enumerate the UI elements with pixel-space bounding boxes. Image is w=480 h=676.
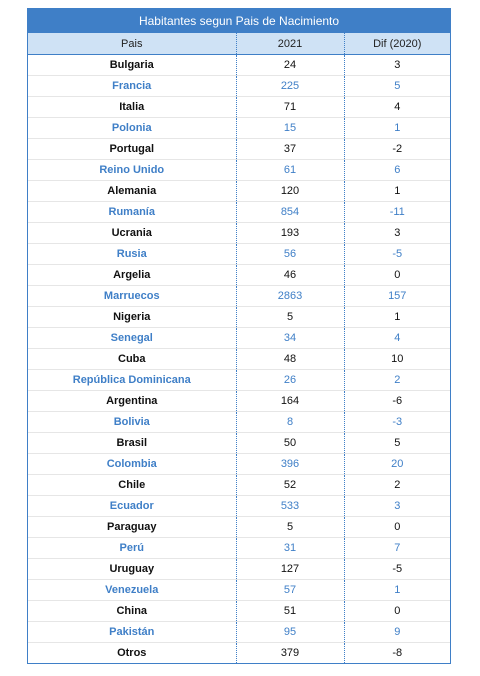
cell-country: Colombia [28,454,236,475]
cell-2021: 127 [236,559,344,580]
table-row [28,307,450,328]
cell-diff: -6 [344,391,450,412]
cell-2021: 379 [236,643,344,664]
cell-2021: 164 [236,391,344,412]
cell-diff: 3 [344,55,450,76]
table-row [28,223,450,244]
table-row [28,517,450,538]
cell-country: Italia [28,97,236,118]
cell-diff: 6 [344,160,450,181]
cell-country: Paraguay [28,517,236,538]
cell-diff: 5 [344,433,450,454]
table-row [28,496,450,517]
cell-diff: 2 [344,475,450,496]
cell-country: Pakistán [28,622,236,643]
cell-diff: 7 [344,538,450,559]
cell-diff: 157 [344,286,450,307]
cell-country: China [28,601,236,622]
cell-diff: -2 [344,139,450,160]
cell-country: Rumanía [28,202,236,223]
cell-country: Francia [28,76,236,97]
cell-diff: 3 [344,496,450,517]
cell-country: Cuba [28,349,236,370]
cell-country: Argelia [28,265,236,286]
table-row [28,349,450,370]
cell-2021: 24 [236,55,344,76]
cell-diff: 1 [344,181,450,202]
population-table [27,8,451,664]
cell-diff: 5 [344,76,450,97]
table-row [28,559,450,580]
cell-diff: 10 [344,349,450,370]
cell-country: Perú [28,538,236,559]
cell-diff: 1 [344,118,450,139]
table-row [28,412,450,433]
cell-country: Alemania [28,181,236,202]
table-row [28,181,450,202]
cell-country: Argentina [28,391,236,412]
cell-diff: 9 [344,622,450,643]
cell-country: Rusia [28,244,236,265]
table-row [28,76,450,97]
cell-country: Venezuela [28,580,236,601]
cell-2021: 533 [236,496,344,517]
header-row [28,33,450,55]
cell-2021: 396 [236,454,344,475]
cell-2021: 15 [236,118,344,139]
table-row [28,643,450,664]
cell-diff: 2 [344,370,450,391]
cell-2021: 37 [236,139,344,160]
cell-2021: 26 [236,370,344,391]
cell-2021: 225 [236,76,344,97]
cell-diff: 20 [344,454,450,475]
cell-2021: 46 [236,265,344,286]
cell-country: Chile [28,475,236,496]
cell-2021: 8 [236,412,344,433]
cell-diff: 4 [344,328,450,349]
table-row [28,55,450,76]
cell-2021: 34 [236,328,344,349]
column-header-country: Pais [28,33,236,55]
table-row [28,580,450,601]
table-body [28,55,450,664]
cell-country: Reino Unido [28,160,236,181]
table-row [28,118,450,139]
cell-diff: -3 [344,412,450,433]
cell-diff: 1 [344,580,450,601]
table-row [28,454,450,475]
cell-2021: 50 [236,433,344,454]
cell-2021: 31 [236,538,344,559]
cell-country: Bulgaria [28,55,236,76]
cell-country: Otros [117,647,147,659]
cell-country: Ucrania [28,223,236,244]
cell-diff: -11 [344,202,450,223]
cell-2021: 51 [236,601,344,622]
cell-country: Portugal [28,139,236,160]
table-row [28,160,450,181]
cell-2021: 61 [236,160,344,181]
cell-2021: 95 [236,622,344,643]
cell-diff: 1 [344,307,450,328]
table-row [28,601,450,622]
cell-country: Ecuador [28,496,236,517]
table-row [28,139,450,160]
cell-2021: 5 [236,307,344,328]
cell-diff: 0 [344,517,450,538]
cell-2021: 2863 [236,286,344,307]
cell-diff: -5 [344,559,450,580]
table-row [28,244,450,265]
table-row [28,475,450,496]
table-row [28,538,450,559]
column-header-diff: Dif (2020) [344,33,450,55]
cell-country: Nigeria [28,307,236,328]
cell-2021: 52 [236,475,344,496]
cell-country: Marruecos [28,286,236,307]
cell-2021: 5 [236,517,344,538]
cell-2021: 120 [236,181,344,202]
cell-diff: 4 [344,97,450,118]
cell-country: Bolivia [28,412,236,433]
cell-2021: 854 [236,202,344,223]
column-header-2021: 2021 [236,33,344,55]
cell-2021: 57 [236,580,344,601]
cell-diff: -5 [344,244,450,265]
cell-2021: 48 [236,349,344,370]
cell-diff: -8 [344,643,450,664]
cell-2021: 193 [236,223,344,244]
cell-country: Polonia [28,118,236,139]
cell-diff: 0 [344,265,450,286]
cell-2021: 56 [236,244,344,265]
cell-country: Brasil [28,433,236,454]
cell-diff: 0 [344,601,450,622]
table-row [28,286,450,307]
table-row [28,622,450,643]
data-table [28,33,450,663]
cell-country: Uruguay [28,559,236,580]
table-row [28,370,450,391]
table-title: Habitantes segun Pais de Nacimiento [28,9,450,33]
table-row [28,433,450,454]
cell-diff: 3 [344,223,450,244]
cell-country: Senegal [28,328,236,349]
cell-country: República Dominicana [28,370,236,391]
cell-2021: 71 [236,97,344,118]
table-row [28,265,450,286]
table-row [28,97,450,118]
table-row [28,328,450,349]
table-row [28,391,450,412]
table-row [28,202,450,223]
